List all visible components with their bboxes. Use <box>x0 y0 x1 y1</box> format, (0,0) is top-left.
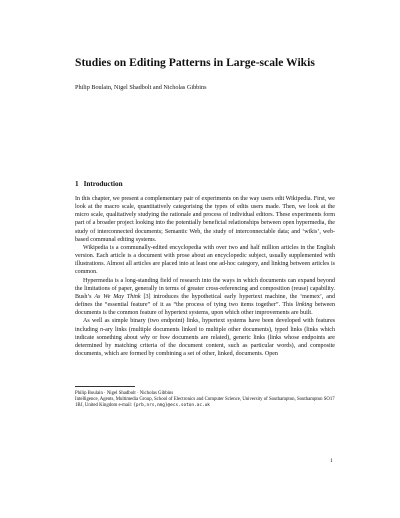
section-number: 1 <box>75 180 79 188</box>
affiliation-text: Intelligence, Agents, Multimedia Group, School of Electronics and Computer Science, University of Southampton, Southampton SO17 1BJ, United Kingdom e-mail: <box>75 397 335 409</box>
emphasis: how <box>159 334 170 341</box>
paragraph-text: [3] introduces the hypothetical early hypertext machine, the ‘memex’, and defines the “essential feature” of it as “the process of tying two items together”. This <box>75 293 335 309</box>
emphasis: linking <box>295 302 313 309</box>
paper-title: Studies on Editing Patterns in Large-scale Wikis <box>75 56 315 69</box>
paragraph-text: Hypermedia is a long-standing field of research into the ways in which documents can expand beyond the limitations of paper, generally in terms of greater cross-referencing and composition (reuse) capability. Bush’s <box>75 277 335 300</box>
email-address: {prb,nrs,nmg}@ecs.soton.ac.uk <box>133 403 210 409</box>
paragraph-text: Wikipedia is a communally-edited encyclopedia with over two and half million articles in the English version. Each article is a document with prose about an encyclopedic subject, usually supplemented with illustrations. Almost all articles are placed into at least one ad-hoc category, and linking between articles is common. <box>75 244 335 276</box>
footnote-authors: Philip Boulain · Nigel Shadbolt · Nicholas Gibbins <box>75 391 174 396</box>
paragraph-text: between documents is the common feature of hypertext systems, upon which other improvements are built. <box>75 302 335 317</box>
paragraph <box>75 195 335 244</box>
section-heading <box>75 180 375 189</box>
paragraph-text: As well as simple binary (two endpoint) links, hypertext systems have been developed with features including <box>75 318 335 333</box>
paragraph-text: documents are related), generic links (links whose endpoints are determined by matching criteria of the document content, such as particular words), and composite documents, which are formed by combining a set of other, linked, documents. Open <box>75 334 335 357</box>
emphasis: n <box>100 326 104 333</box>
paragraph-text: or <box>149 334 160 341</box>
body-text <box>75 195 335 358</box>
author-list: Philip Boulain, Nigel Shadbolt and Nicholas Gibbins <box>75 84 207 91</box>
cited-work-title: As We May Think <box>94 293 141 300</box>
paragraph <box>75 244 335 277</box>
paragraph-text: -ary links (multiple documents linked to multiple other documents), typed links (links which indicate something about <box>75 326 335 341</box>
paragraph <box>75 277 335 318</box>
emphasis: why <box>140 334 150 341</box>
section-title: Introduction <box>83 180 123 188</box>
paragraph <box>75 317 335 358</box>
footnote-affiliation <box>75 397 335 409</box>
footnote <box>75 391 335 410</box>
paragraph-text: In this chapter, we present a complementary pair of experiments on the way users edit Wikipedia. First, we look at the macro scale, quantitatively categorising the types of edits users made. Then, we look at the micro scale, qualitatively studying the rationale and process of individual editors. These experiments form part of a broader project looking into the potentially beneficial relationships between open hypermedia, the study of interconnected documents; Semantic Web, the study of interconnectable data; and ‘wikis’, web-based communal editing systems. <box>75 196 335 243</box>
page-number: 1 <box>330 458 333 464</box>
footnote-rule <box>75 386 135 387</box>
